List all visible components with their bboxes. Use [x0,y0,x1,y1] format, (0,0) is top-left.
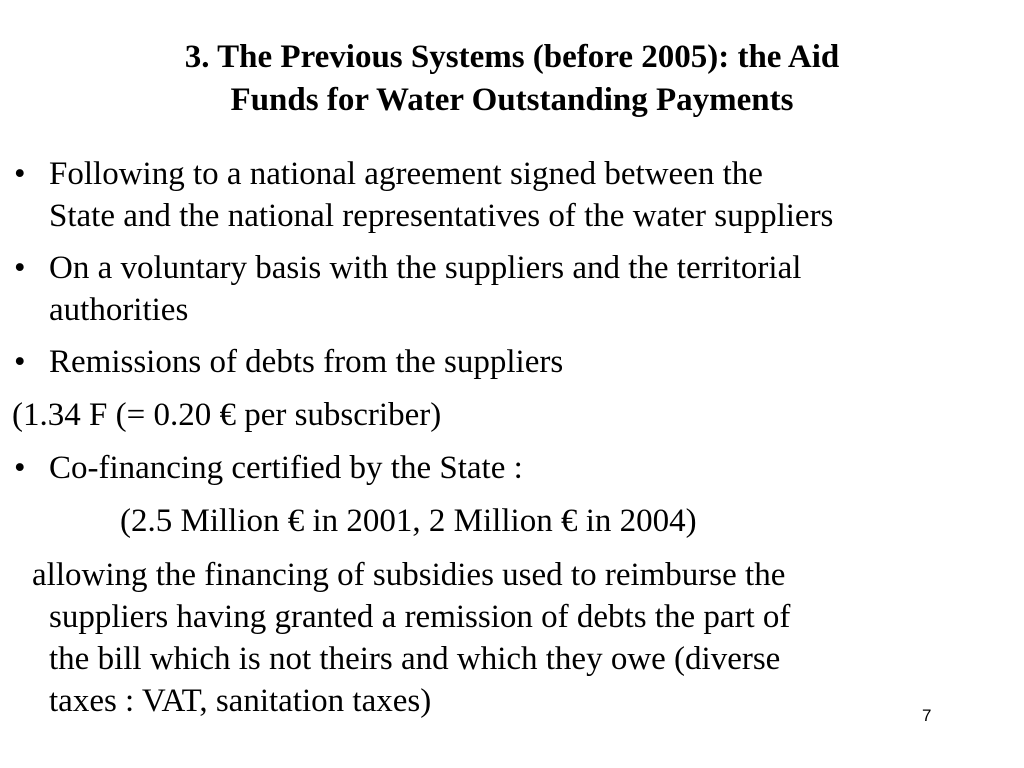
bullet-3-line-1: Remissions of debts from the suppliers [49,344,564,380]
bullet-marker: • [14,450,26,486]
bullet-marker: • [14,156,26,192]
bullet-1-line-1: Following to a national agreement signed between the [49,156,763,192]
note-financing-amounts: (2.5 Million € in 2001, 2 Million € in 2004) [120,503,697,539]
slide-title [0,36,1024,122]
slide-title-line-2: Funds for Water Outstanding Payments [230,82,794,118]
slide-number: 7 [922,706,932,725]
bullet-marker: • [14,344,26,380]
paragraph-line-2: suppliers having granted a remission of debts the part of [49,599,791,635]
bullet-1-line-2: State and the national representatives of the water suppliers [49,198,834,234]
bullet-2-line-1: On a voluntary basis with the suppliers and the territorial [49,250,802,286]
bullet-marker: • [14,250,26,286]
bullet-4-line-1: Co-financing certified by the State : [49,450,523,486]
paragraph-line-1: allowing the financing of subsidies used to reimburse the [32,557,786,593]
slide-title-line-1: 3. The Previous Systems (before 2005): the Aid [184,39,840,75]
paragraph-line-4: taxes : VAT, sanitation taxes) [49,683,432,719]
bullet-2-line-2: authorities [49,292,189,328]
note-subscriber-cost: (1.34 F (= 0.20 € per subscriber) [12,397,442,433]
paragraph-line-3: the bill which is not theirs and which they owe (diverse [49,641,781,677]
